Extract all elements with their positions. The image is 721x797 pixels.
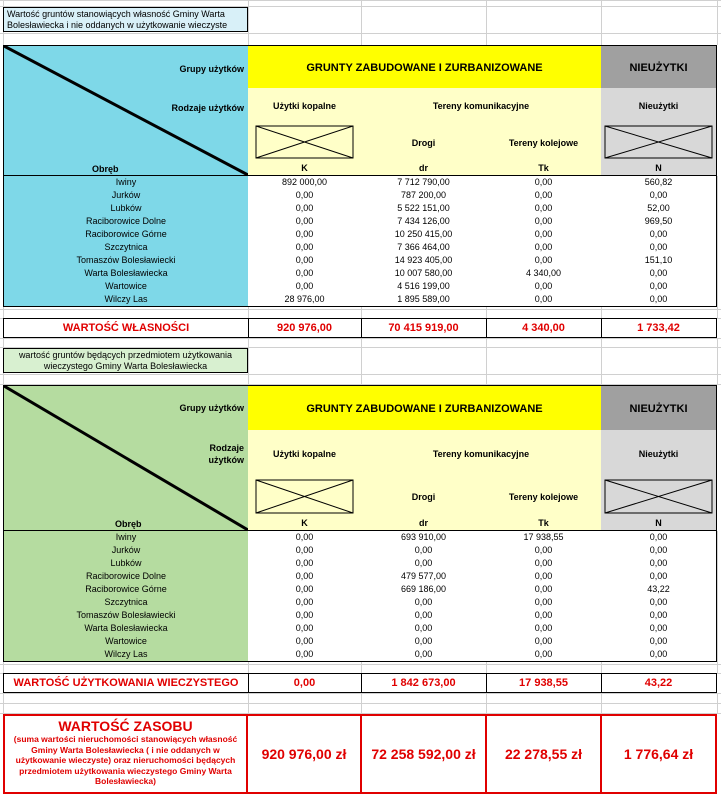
section1-fossil-cross [248, 124, 362, 162]
grand-total-k: 920 976,00 zł [248, 714, 362, 794]
row-value-tk: 0,00 [486, 280, 602, 294]
row-value-tk: 0,00 [486, 635, 602, 649]
gridline [248, 0, 249, 45]
section1-title-box [3, 7, 248, 32]
row-value-dr: 0,00 [361, 622, 487, 636]
row-name-cell: Raciborowice Górne [3, 583, 249, 597]
row-value-dr: 0,00 [361, 635, 487, 649]
row-value-dr: 787 200,00 [361, 189, 487, 203]
row-value-dr: 0,00 [361, 609, 487, 623]
row-value-tk: 0,00 [486, 557, 602, 571]
row-value-tk: 17 938,55 [486, 531, 602, 545]
row-value-k: 0,00 [248, 215, 362, 229]
section1-corner-obreb: Obręb [92, 164, 119, 174]
row-value-k: 28 976,00 [248, 293, 362, 307]
row-value-n: 0,00 [601, 648, 717, 662]
row-value-tk: 0,00 [486, 202, 602, 216]
section2-total-tk: 17 938,55 [486, 673, 602, 693]
section2-total-k: 0,00 [248, 673, 362, 693]
section1-code-n: N [601, 161, 717, 176]
row-name-cell: Lubków [3, 202, 249, 216]
row-name-cell: Iwiny [3, 531, 249, 545]
section2-sub-waste: Nieużytki [601, 430, 717, 479]
gridline [3, 693, 4, 714]
section2-sub-comm: Tereny komunikacyjne [361, 430, 602, 479]
section2-total-label: WARTOŚĆ UŻYTKOWANIA WIECZYSTEGO [3, 673, 249, 693]
row-value-k: 0,00 [248, 254, 362, 268]
row-value-k: 0,00 [248, 583, 362, 597]
row-value-n: 52,00 [601, 202, 717, 216]
section1-code-dr: dr [361, 161, 487, 176]
row-value-k: 0,00 [248, 544, 362, 558]
row-value-tk: 0,00 [486, 241, 602, 255]
row-value-k: 0,00 [248, 531, 362, 545]
section1-total-n: 1 733,42 [601, 318, 717, 338]
section1-sub-comm: Tereny komunikacyjne [361, 88, 602, 125]
section1-sub-waste: Nieużytki [601, 88, 717, 125]
section2-corner-obreb: Obręb [115, 519, 142, 529]
row-value-n: 0,00 [601, 293, 717, 307]
row-value-tk: 0,00 [486, 609, 602, 623]
row-value-n: 0,00 [601, 267, 717, 281]
row-value-tk: 0,00 [486, 176, 602, 190]
row-value-dr: 10 250 415,00 [361, 228, 487, 242]
row-value-k: 892 000,00 [248, 176, 362, 190]
section2-title-line2: wieczystego Gminy Warta Bolesławiecka [43, 361, 208, 371]
row-value-k: 0,00 [248, 570, 362, 584]
row-value-tk: 0,00 [486, 583, 602, 597]
section2-total-dr: 1 842 673,00 [361, 673, 487, 693]
section2-sub-roads: Drogi [361, 478, 487, 517]
section2-title-box [3, 348, 248, 373]
section1-code-tk: Tk [486, 161, 602, 176]
row-value-k: 0,00 [248, 622, 362, 636]
row-name-cell: Wilczy Las [3, 648, 249, 662]
row-value-dr: 693 910,00 [361, 531, 487, 545]
row-value-k: 0,00 [248, 609, 362, 623]
row-name-cell: Szczytnica [3, 241, 249, 255]
row-value-dr: 7 366 464,00 [361, 241, 487, 255]
gridline [601, 693, 602, 714]
section2-group-main: GRUNTY ZABUDOWANE I ZURBANIZOWANE [248, 385, 602, 431]
row-value-dr: 0,00 [361, 557, 487, 571]
row-value-dr: 5 522 151,00 [361, 202, 487, 216]
row-value-n: 0,00 [601, 531, 717, 545]
grand-total-dr: 72 258 592,00 zł [362, 714, 487, 794]
row-value-dr: 0,00 [361, 648, 487, 662]
section2-sub-fossil: Użytki kopalne [248, 430, 362, 479]
row-value-k: 0,00 [248, 557, 362, 571]
row-value-n: 0,00 [601, 189, 717, 203]
section2-corner-types-line1: Rodzaje [209, 443, 244, 453]
row-value-tk: 0,00 [486, 596, 602, 610]
section2-code-tk: Tk [486, 516, 602, 531]
row-name-cell: Raciborowice Dolne [3, 215, 249, 229]
row-value-k: 0,00 [248, 189, 362, 203]
row-value-tk: 0,00 [486, 570, 602, 584]
row-value-n: 0,00 [601, 241, 717, 255]
row-value-k: 0,00 [248, 228, 362, 242]
cross-mark [248, 124, 361, 161]
cross-mark [601, 124, 716, 161]
row-name-cell: Raciborowice Górne [3, 228, 249, 242]
cross-mark [248, 478, 361, 516]
row-value-n: 43,22 [601, 583, 717, 597]
section2-code-n: N [601, 516, 717, 531]
section1-total-label: WARTOŚĆ WŁASNOŚCI [3, 318, 249, 338]
row-name-cell: Iwiny [3, 176, 249, 190]
row-value-k: 0,00 [248, 635, 362, 649]
section1-sub-fossil: Użytki kopalne [248, 88, 362, 125]
section1-total-k: 920 976,00 [248, 318, 362, 338]
gridline [717, 176, 718, 318]
row-name-cell: Jurków [3, 189, 249, 203]
row-value-n: 0,00 [601, 557, 717, 571]
row-name-cell: Warta Bolesławiecka [3, 267, 249, 281]
section2-sub-rail: Tereny kolejowe [486, 478, 602, 517]
gridline [717, 338, 718, 385]
row-value-tk: 0,00 [486, 622, 602, 636]
section2-corner-types [208, 442, 244, 466]
section1-corner-header [3, 45, 249, 176]
row-name-cell: Wilczy Las [3, 293, 249, 307]
row-value-k: 0,00 [248, 596, 362, 610]
row-value-dr: 10 007 580,00 [361, 267, 487, 281]
row-value-n: 969,50 [601, 215, 717, 229]
section1-group-waste: NIEUŻYTKI [601, 45, 717, 89]
section2-waste-cross [601, 478, 717, 517]
gridline [486, 0, 487, 45]
grand-total-n: 1 776,64 zł [602, 714, 717, 794]
section1-group-main: GRUNTY ZABUDOWANE I ZURBANIZOWANE [248, 45, 602, 89]
grand-note-line2: Gminy Warta Bolesławiecka ( i nie oddanych w [31, 744, 220, 755]
row-value-dr: 14 923 405,00 [361, 254, 487, 268]
row-value-tk: 0,00 [486, 293, 602, 307]
section1-code-k: K [248, 161, 362, 176]
row-name-cell: Warta Bolesławiecka [3, 622, 249, 636]
row-value-n: 0,00 [601, 635, 717, 649]
row-value-n: 0,00 [601, 228, 717, 242]
row-value-n: 0,00 [601, 544, 717, 558]
gridline [601, 0, 602, 45]
gridline [248, 338, 249, 385]
section2-corner-groups: Grupy użytków [179, 403, 244, 413]
row-value-k: 0,00 [248, 648, 362, 662]
row-value-tk: 0,00 [486, 215, 602, 229]
grand-total-title: WARTOŚĆ ZASOBU [58, 718, 193, 734]
section2-corner-header [3, 385, 249, 531]
gridline [486, 693, 487, 714]
row-name-cell: Raciborowice Dolne [3, 570, 249, 584]
row-value-dr: 1 895 589,00 [361, 293, 487, 307]
row-value-dr: 4 516 199,00 [361, 280, 487, 294]
section1-total-dr: 70 415 919,00 [361, 318, 487, 338]
gridline [361, 338, 362, 385]
row-value-dr: 0,00 [361, 596, 487, 610]
row-name-cell: Wartowice [3, 280, 249, 294]
gridline [601, 338, 602, 385]
section2-fossil-cross [248, 478, 362, 517]
gridline [717, 693, 718, 714]
row-value-n: 0,00 [601, 622, 717, 636]
grand-note-line4: przedmiotem użytkowania wieczystego Gminy Warta [19, 765, 232, 776]
gridline [717, 531, 718, 673]
row-value-tk: 0,00 [486, 648, 602, 662]
row-value-k: 0,00 [248, 280, 362, 294]
section2-total-n: 43,22 [601, 673, 717, 693]
gridline [717, 0, 718, 45]
row-value-dr: 7 712 790,00 [361, 176, 487, 190]
row-value-dr: 7 434 126,00 [361, 215, 487, 229]
row-name-cell: Lubków [3, 557, 249, 571]
section2-code-dr: dr [361, 516, 487, 531]
gridline [248, 693, 249, 714]
row-value-dr: 479 577,00 [361, 570, 487, 584]
row-value-k: 0,00 [248, 267, 362, 281]
row-name-cell: Tomaszów Bolesławiecki [3, 609, 249, 623]
section2-corner-types-line2: użytków [208, 455, 244, 465]
row-value-k: 0,00 [248, 202, 362, 216]
section1-corner-types: Rodzaje użytków [171, 103, 244, 113]
grand-total-tk: 22 278,55 zł [487, 714, 602, 794]
cross-mark [601, 478, 716, 516]
row-value-tk: 4 340,00 [486, 267, 602, 281]
section2-group-waste: NIEUŻYTKI [601, 385, 717, 431]
row-name-cell: Tomaszów Bolesławiecki [3, 254, 249, 268]
row-value-dr: 669 186,00 [361, 583, 487, 597]
section1-title-line1: Wartość gruntów stanowiących własność Gminy Warta [7, 9, 225, 19]
section1-waste-cross [601, 124, 717, 162]
row-value-k: 0,00 [248, 241, 362, 255]
row-value-n: 560,82 [601, 176, 717, 190]
gridline [361, 0, 362, 45]
section1-corner-groups: Grupy użytków [179, 64, 244, 74]
row-value-tk: 0,00 [486, 254, 602, 268]
grand-total-label-box [3, 714, 248, 794]
grand-note-line5: Bolesławiecka) [95, 776, 156, 786]
section1-sub-roads: Drogi [361, 124, 487, 162]
gridline [486, 338, 487, 385]
section1-sub-rail: Tereny kolejowe [486, 124, 602, 162]
row-value-n: 151,10 [601, 254, 717, 268]
grand-note-line1: (suma wartości nieruchomości stanowiących własność [13, 734, 238, 744]
row-value-n: 0,00 [601, 280, 717, 294]
section2-code-k: K [248, 516, 362, 531]
section2-title-line1: wartość gruntów będących przedmiotem użytkowania [18, 350, 233, 360]
grand-note-line3: użytkowanie wieczyste) oraz nieruchomości będących [15, 755, 236, 765]
row-value-n: 0,00 [601, 596, 717, 610]
row-value-n: 0,00 [601, 609, 717, 623]
row-value-dr: 0,00 [361, 544, 487, 558]
row-value-n: 0,00 [601, 570, 717, 584]
section1-total-tk: 4 340,00 [486, 318, 602, 338]
row-value-tk: 0,00 [486, 189, 602, 203]
row-name-cell: Jurków [3, 544, 249, 558]
row-value-tk: 0,00 [486, 228, 602, 242]
gridline [361, 693, 362, 714]
row-name-cell: Szczytnica [3, 596, 249, 610]
row-value-tk: 0,00 [486, 544, 602, 558]
row-name-cell: Wartowice [3, 635, 249, 649]
section1-title-line2: Bolesławiecka i nie oddanych w użytkowanie wieczyste [7, 20, 228, 30]
